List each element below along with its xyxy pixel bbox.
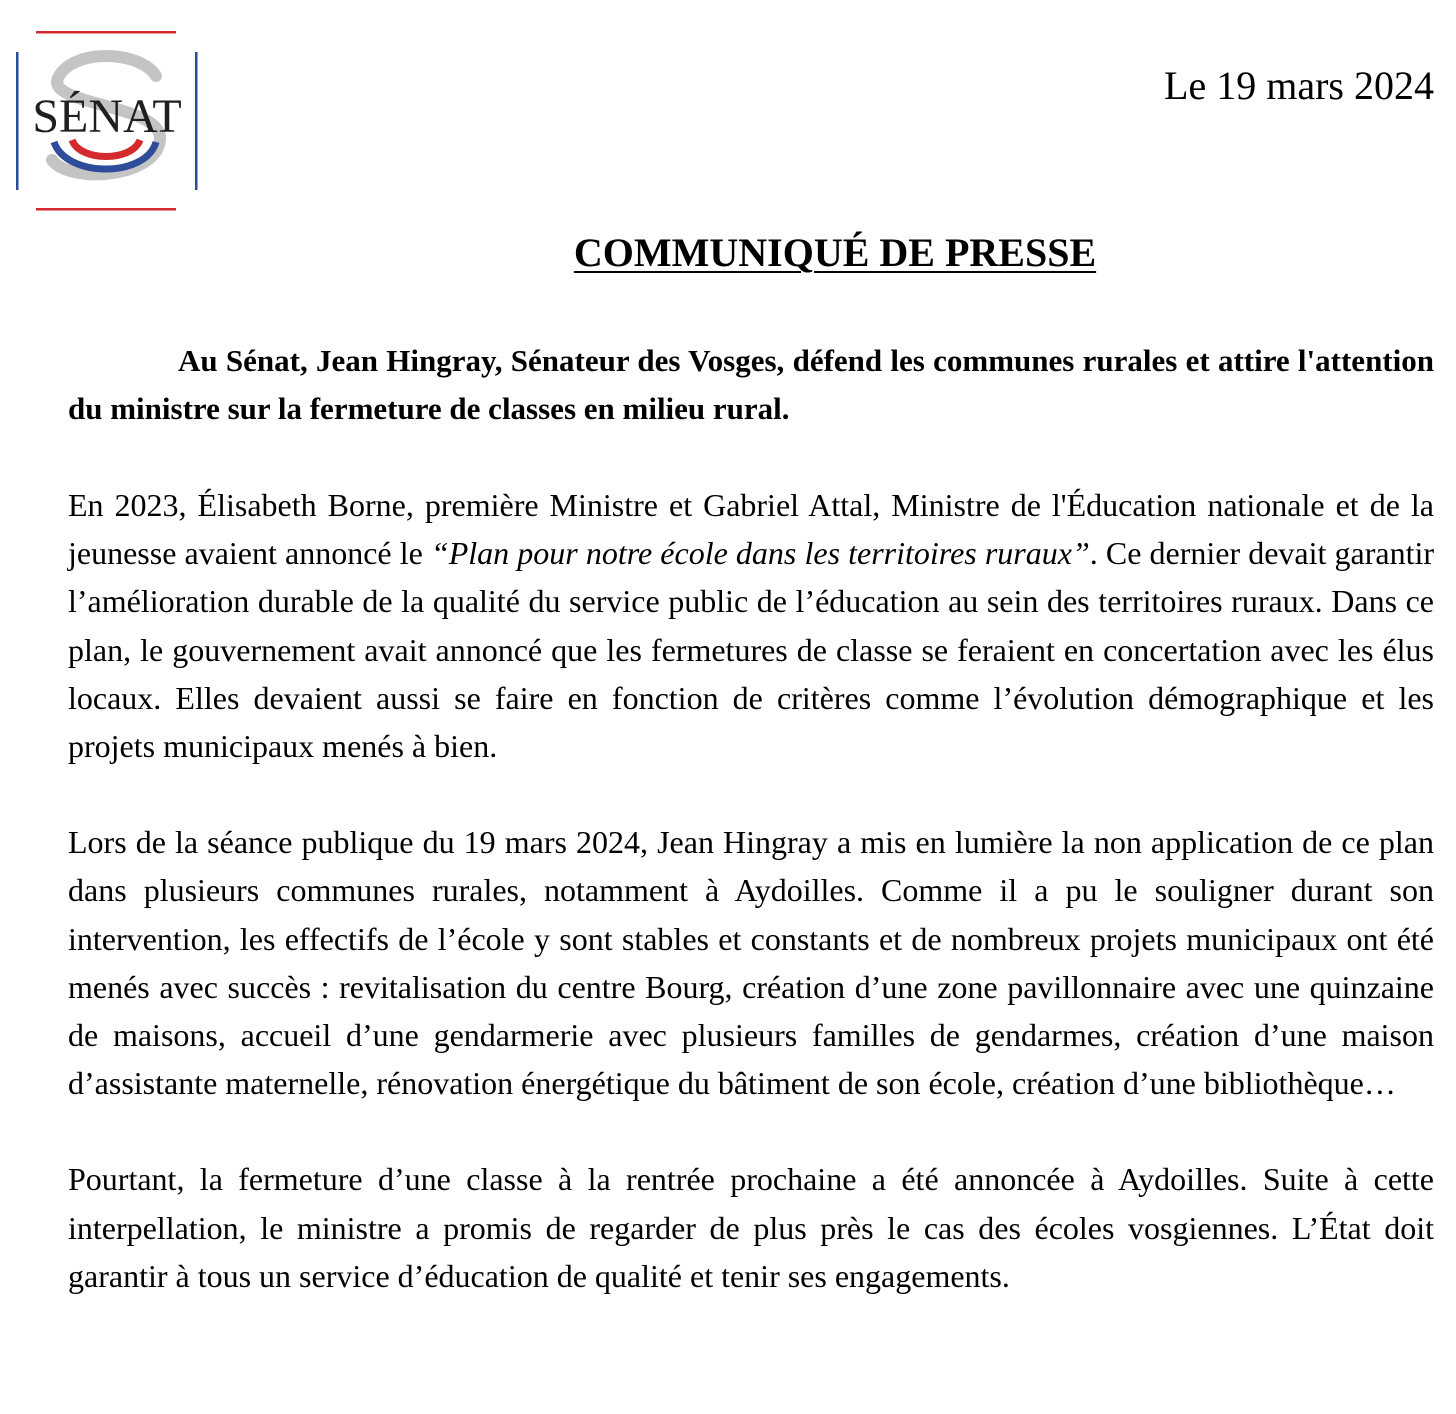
paragraph-seance: Lors de la séance publique du 19 mars 2024, Jean Hingray a mis en lumière la non application de ce plan dans plusieurs communes rurales, notamment à Aydoilles. Comme il a pu le souligner durant son intervention, les effectifs de l’école y sont stables et constants et de nombreux projets municipaux ont été menés avec succès : revitalisation du centre Bourg, création d’une zone pavillonnaire avec une quinzaine de maisons, accueil d’une gendarmerie avec plusieurs familles de gendarmes, création d’une maison d’assistante maternelle, rénovation énergétique du bâtiment de son école, création d’une bibliothèque… [68,824,1434,1102]
document-body [68,337,1434,1300]
plan-title-quote: “Plan pour notre école dans les territoires ruraux” [430,535,1090,572]
lead-paragraph: Au Sénat, Jean Hingray, Sénateur des Vosges, défend les communes rurales et attire l'attention du ministre sur la fermeture de classes en milieu rural. [68,343,1434,426]
senat-logo [14,28,200,214]
paragraph-plan-text-start: En 2023, Élisabeth Borne, première Ministre et Gabriel Attal, Ministre de l'Éducation nationale et de la jeunesse avaient annoncé le [68,487,1434,572]
logo-text: SÉNAT [32,90,182,143]
document-date: Le 19 mars 2024 [1164,63,1434,108]
paragraph-plan-text-end: . Ce dernier devait garantir l’amélioration durable de la qualité du service public de l’éducation au sein des territoires ruraux. Dans ce plan, le gouvernement avait annoncé que les fermetures de classe se feraient en concertation avec les élus locaux. Elles devaient aussi se faire en fonction de critères comme l’évolution démographique et les projets municipaux menés à bien. [68,535,1435,765]
paragraph-conclusion: Pourtant, la fermeture d’une classe à la rentrée prochaine a été annoncée à Aydoilles. Suite à cette interpellation, le ministre a promis de regarder de plus près le cas des écoles vosgiennes. L’État doit garantir à tous un service d’éducation de qualité et tenir ses engagements. [68,1161,1434,1294]
paragraph-plan [68,481,1434,770]
page-title: COMMUNIQUÉ DE PRESSE [573,230,1097,275]
